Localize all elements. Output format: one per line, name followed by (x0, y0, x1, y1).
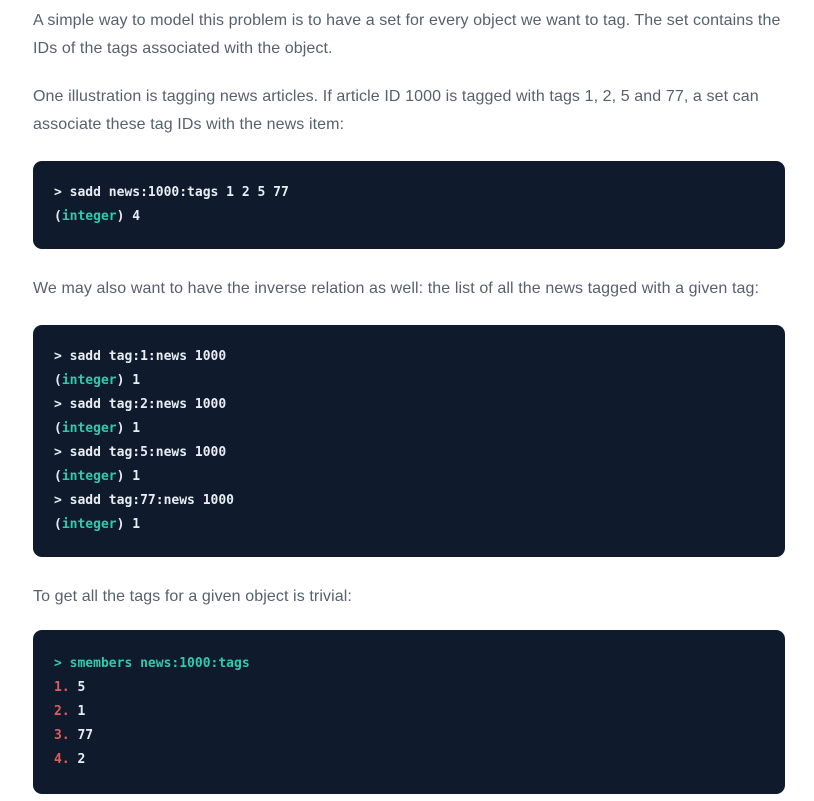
code-segment: > smembers news:1000:tags (54, 656, 250, 671)
code-line (54, 181, 761, 205)
code-line (54, 205, 761, 229)
code-block-sadd-inverse-relation (33, 325, 785, 557)
code-line (54, 465, 761, 489)
code-segment: integer (61, 421, 117, 436)
code-line (54, 417, 761, 441)
code-segment: ) 1 (116, 373, 141, 388)
code-segment: ) 1 (116, 517, 141, 532)
code-segment: ( (54, 209, 62, 224)
code-segment: 5 (69, 680, 86, 695)
code-line (54, 700, 761, 724)
code-segment: ( (54, 469, 62, 484)
code-segment: integer (61, 373, 117, 388)
code-block-sadd-news-tags (33, 161, 785, 249)
code-segment: > sadd tag:5:news 1000 (54, 445, 227, 460)
code-segment: ) 1 (116, 469, 141, 484)
code-segment: 4. (54, 752, 70, 767)
code-segment: > sadd tag:1:news 1000 (54, 349, 227, 364)
code-segment: integer (61, 517, 117, 532)
code-line (54, 513, 761, 537)
code-line (54, 489, 761, 513)
code-segment: ) 4 (116, 209, 141, 224)
code-block-smembers-news-tags (33, 630, 785, 794)
code-segment: > sadd tag:2:news 1000 (54, 397, 227, 412)
code-line (54, 441, 761, 465)
paragraph-news-illustration: One illustration is tagging news articles. If article ID 1000 is tagged with tags 1, 2, 5 and 77, a set can associate these tag IDs with the news item: (33, 88, 759, 133)
paragraph-get-tags-trivial: To get all the tags for a given object is trivial: (33, 588, 352, 605)
code-segment: 77 (69, 728, 94, 743)
code-line (54, 724, 761, 748)
code-line (54, 748, 761, 772)
code-segment: 3. (54, 728, 70, 743)
code-line (54, 393, 761, 417)
code-segment: ( (54, 517, 62, 532)
code-segment: ( (54, 373, 62, 388)
paragraph-set-model: A simple way to model this problem is to have a set for every object we want to tag. The set contains the IDs of the tags associated with the object. (33, 12, 781, 57)
code-segment: integer (61, 209, 117, 224)
code-segment: > sadd news:1000:tags 1 2 5 77 (54, 185, 289, 200)
code-segment: 2. (54, 704, 70, 719)
code-segment: 1 (69, 704, 86, 719)
code-segment: 1. (54, 680, 70, 695)
code-line (54, 652, 761, 676)
code-line (54, 345, 761, 369)
code-segment: ( (54, 421, 62, 436)
paragraph-inverse-relation: We may also want to have the inverse relation as well: the list of all the news tagged with a given tag: (33, 280, 760, 297)
code-line (54, 676, 761, 700)
code-segment: integer (61, 469, 117, 484)
code-segment: > sadd tag:77:news 1000 (54, 493, 235, 508)
code-segment: ) 1 (116, 421, 141, 436)
code-line (54, 369, 761, 393)
code-segment: 2 (69, 752, 86, 767)
